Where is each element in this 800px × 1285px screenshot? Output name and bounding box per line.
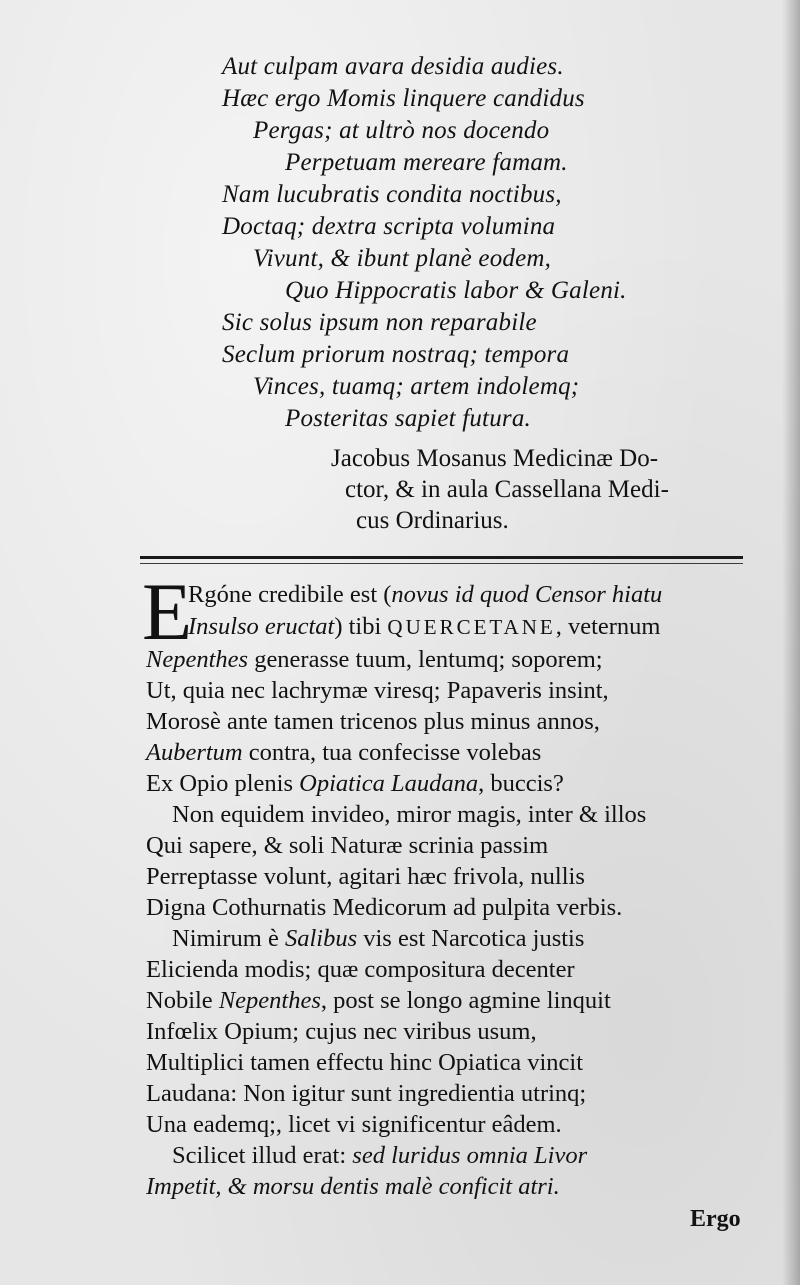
verse-text-italic: sed luridus omnia Livor: [352, 1142, 588, 1169]
verse-text: contra, tua confecisse volebas: [242, 739, 542, 766]
verse-text: , post se longo agmine linquit: [320, 987, 611, 1014]
verse-line: [146, 738, 541, 767]
verse-text-italic: Insulso eructat: [188, 613, 335, 640]
verse-line: Infœlix Opium; cujus nec viribus usum,: [146, 1018, 537, 1045]
verse-line: [172, 924, 584, 953]
poem-line: Doctaq; dextra scripta volumina: [222, 213, 556, 240]
verse-line: [146, 986, 611, 1015]
verse-line: Ut, quia nec lachrymæ viresq; Papaveris insint,: [146, 677, 609, 704]
verse-text: , buccis?: [478, 770, 564, 797]
verse-line: [188, 612, 661, 642]
poem-line: Quo Hippocratis labor & Galeni.: [285, 277, 627, 304]
catchword: Ergo: [690, 1206, 741, 1232]
poem-line: Vinces, tuamq; artem indolemq;: [253, 373, 580, 400]
verse-text: Scilicet illud erat:: [172, 1142, 353, 1169]
poem-line: Pergas; at ultrò nos docendo: [253, 117, 550, 144]
verse-text-italic: Nepenthes: [146, 646, 249, 673]
verse-line: Digna Cothurnatis Medicorum ad pulpita verbis.: [146, 894, 623, 921]
verse-line: Non equidem invideo, miror magis, inter & illos: [172, 801, 647, 828]
verse-text-italic: Salibus: [284, 925, 358, 952]
poem-line: Nam lucubratis condita noctibus,: [222, 181, 562, 208]
verse-text: Ex Opio plenis: [146, 770, 300, 797]
verse-text: , veternum: [555, 613, 661, 640]
verse-text: Rgóne credibile est (: [188, 581, 392, 608]
verse-line: [146, 645, 603, 674]
drop-cap: E: [142, 576, 193, 648]
signature-line: ctor, & in aula Cassellana Medi-: [345, 476, 669, 503]
verse-text: Nobile: [146, 987, 219, 1014]
verse-text: ) tibi: [334, 613, 388, 640]
poem-line: Perpetuam mereare famam.: [285, 149, 568, 176]
poem-line: Vivunt, & ibunt planè eodem,: [253, 245, 552, 272]
verse-line: [172, 1141, 587, 1170]
verse-line: Qui sapere, & soli Naturæ scrinia passim: [146, 832, 549, 859]
signature-line: cus Ordinarius.: [356, 507, 509, 534]
page-edge-shadow: [782, 0, 800, 1285]
poem-line: Posteritas sapiet futura.: [285, 405, 531, 432]
verse-text-italic: novus id quod Censor hiatu: [391, 581, 663, 608]
verse-line: Perreptasse volunt, agitari hæc frivola, nullis: [146, 863, 585, 890]
verse-line: [146, 769, 564, 798]
verse-line: Laudana: Non igitur sunt ingredientia utrinq;: [146, 1080, 587, 1107]
poem-line: Seclum priorum nostraq; tempora: [222, 341, 570, 368]
verse-name-quercetane: QUERCETANE: [387, 615, 556, 639]
verse-line: Elicienda modis; quæ compositura decenter: [146, 956, 575, 983]
verse-text: generasse tuum, lentumq; soporem;: [248, 646, 603, 673]
signature-line: Jacobus Mosanus Medicinæ Do-: [331, 445, 659, 472]
verse-text-italic: Aubertum: [146, 739, 243, 766]
verse-line: Impetit, & morsu dentis malè conficit atri.: [146, 1173, 560, 1200]
poem-line: Sic solus ipsum non reparabile: [222, 309, 537, 336]
verse-text-italic: Opiatica Laudana: [299, 770, 479, 797]
verse-text: vis est Narcotica justis: [357, 925, 585, 952]
verse-text: Nimirum è: [172, 925, 285, 952]
verse-line: Morosè ante tamen tricenos plus minus annos,: [146, 708, 600, 735]
verse-text-italic: Nepenthes: [218, 987, 321, 1014]
verse-line: Multiplici tamen effectu hinc Opiatica vincit: [146, 1049, 584, 1076]
verse-line: [188, 580, 662, 609]
separator-rule: [140, 556, 743, 559]
separator-rule-thin: [140, 563, 743, 564]
poem-line: Aut culpam avara desidia audies.: [222, 53, 564, 80]
verse-line: Una eademq;, licet vi significentur eâdem.: [146, 1111, 562, 1138]
poem-line: Hæc ergo Momis linquere candidus: [222, 85, 585, 112]
